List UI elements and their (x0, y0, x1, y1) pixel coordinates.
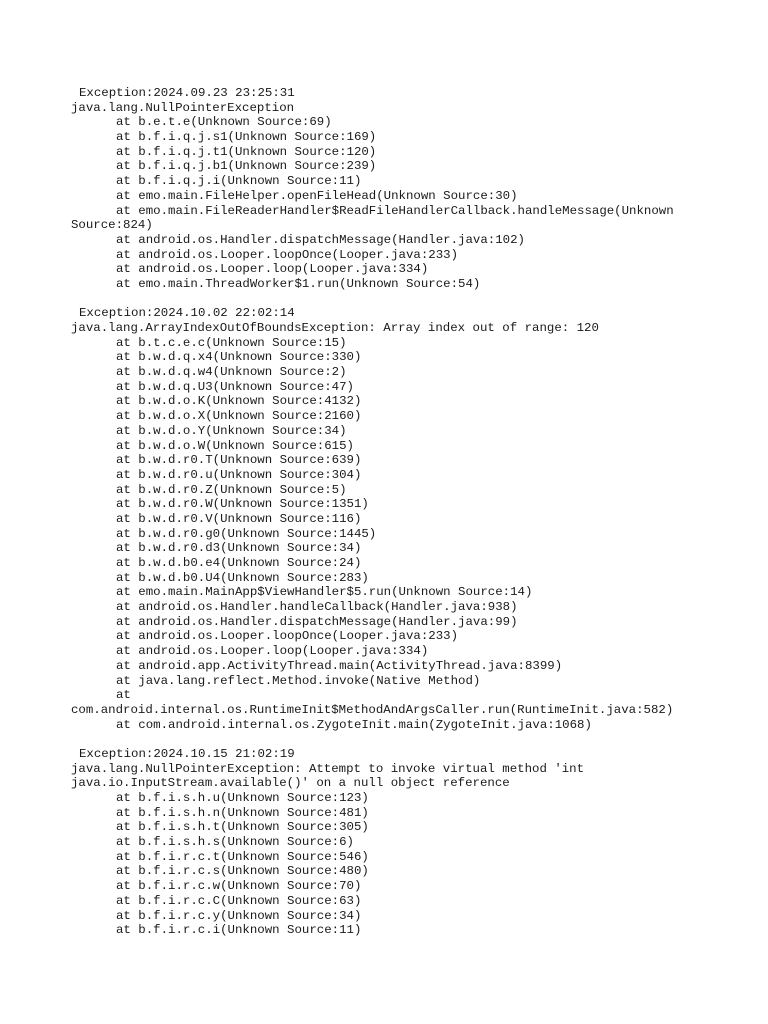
exception-message-line: Source:824) (71, 218, 153, 233)
exception-timestamp: Exception:2024.10.02 22:02:14 (79, 306, 295, 321)
stack-frame-line: at java.lang.reflect.Method.invoke(Native Method) (116, 673, 481, 688)
stack-frame-line: at b.w.d.r0.u(Unknown Source:304) (116, 467, 362, 482)
stack-frame-line: at b.w.d.q.w4(Unknown Source:2) (116, 365, 347, 380)
exception-message-line: java.lang.NullPointerException: Attempt to invoke virtual method 'int (71, 761, 585, 776)
stack-frame-line: at b.f.i.s.h.u(Unknown Source:123) (116, 791, 369, 805)
stack-frame-line: at android.os.Handler.dispatchMessage(Handler.java:99) (116, 614, 518, 629)
exception-message-line: java.lang.ArrayIndexOutOfBoundsException: Array index out of range: 120 (71, 321, 599, 335)
stack-frame-line: at b.w.d.b0.e4(Unknown Source:24) (116, 556, 362, 570)
stack-frame-line: at b.f.i.r.c.y(Unknown Source:34) (116, 908, 362, 923)
stack-frame-line: at android.os.Handler.dispatchMessage(Handler.java:102) (116, 232, 525, 247)
stack-frame-line: at b.f.i.s.h.s(Unknown Source:6) (116, 835, 354, 850)
stack-frame-line: at b.w.d.r0.V(Unknown Source:116) (116, 511, 362, 526)
exception-timestamp: Exception:2024.09.23 23:25:31 (79, 86, 295, 100)
stack-frame-line: at b.f.i.q.j.i(Unknown Source:11) (116, 174, 362, 189)
stack-frame-line: at android.os.Looper.loop(Looper.java:334) (116, 644, 429, 659)
exception-timestamp: Exception:2024.10.15 21:02:19 (79, 746, 295, 761)
stack-frame-line: at android.os.Looper.loopOnce(Looper.java:233) (116, 247, 459, 262)
stack-frame-line: at b.w.d.r0.T(Unknown Source:639) (116, 453, 362, 468)
stack-frame-line: at android.os.Handler.handleCallback(Handler.java:938) (116, 600, 518, 615)
exception-message-line: java.lang.NullPointerException (71, 100, 295, 115)
stack-frame-line: at emo.main.MainApp$ViewHandler$5.run(Unknown Source:14) (116, 585, 533, 600)
stack-frame-line: at b.w.d.o.K(Unknown Source:4132) (116, 394, 362, 409)
stack-frame-line: at (116, 688, 131, 703)
stack-frame-line: at b.f.i.r.c.w(Unknown Source:70) (116, 879, 362, 894)
stack-frame-line: at b.f.i.r.c.s(Unknown Source:480) (116, 864, 369, 879)
stack-frame-line: at b.f.i.q.j.s1(Unknown Source:169) (116, 130, 377, 145)
stack-frame-line: at b.t.c.e.c(Unknown Source:15) (116, 335, 347, 350)
stack-frame-line: at b.f.i.s.h.n(Unknown Source:481) (116, 805, 369, 820)
stack-frame-line: at b.w.d.r0.g0(Unknown Source:1445) (116, 526, 377, 541)
stack-frame-line: at b.w.d.q.x4(Unknown Source:330) (116, 350, 362, 365)
stack-frame-line: at android.os.Looper.loop(Looper.java:334) (116, 262, 429, 277)
exception-block (71, 306, 761, 732)
stack-frame-line: at emo.main.FileReaderHandler$ReadFileHandlerCallback.handleMessage(Unknown (116, 203, 674, 218)
stack-frame-line: at b.w.d.b0.U4(Unknown Source:283) (116, 570, 369, 585)
exception-message-line: com.android.internal.os.RuntimeInit$MethodAndArgsCaller.run(RuntimeInit.java:582) (71, 702, 674, 717)
stack-frame-line: at b.w.d.r0.Z(Unknown Source:5) (116, 482, 347, 497)
exception-block (71, 747, 761, 938)
stack-frame-line: at android.app.ActivityThread.main(ActivityThread.java:8399) (116, 658, 563, 673)
exception-log (71, 86, 761, 953)
stack-frame-line: at b.f.i.s.h.t(Unknown Source:305) (116, 820, 369, 835)
stack-frame-line: at b.w.d.o.W(Unknown Source:615) (116, 438, 354, 453)
stack-frame-line: at b.w.d.o.Y(Unknown Source:34) (116, 423, 347, 438)
stack-frame-line: at emo.main.ThreadWorker$1.run(Unknown Source:54) (116, 276, 481, 291)
stack-frame-line: at b.w.d.r0.d3(Unknown Source:34) (116, 541, 362, 556)
stack-frame-line: at b.w.d.o.X(Unknown Source:2160) (116, 409, 362, 424)
stack-frame-line: at b.w.d.q.U3(Unknown Source:47) (116, 379, 354, 394)
stack-frame-line: at b.f.i.q.j.b1(Unknown Source:239) (116, 159, 377, 174)
exception-block (71, 86, 761, 292)
stack-frame-line: at android.os.Looper.loopOnce(Looper.java:233) (116, 629, 459, 644)
stack-frame-line: at b.f.i.r.c.t(Unknown Source:546) (116, 849, 369, 864)
stack-frame-line: at emo.main.FileHelper.openFileHead(Unknown Source:30) (116, 188, 518, 203)
stack-frame-line: at com.android.internal.os.ZygoteInit.main(ZygoteInit.java:1068) (116, 717, 592, 732)
stack-frame-line: at b.f.i.r.c.i(Unknown Source:11) (116, 923, 362, 938)
stack-frame-line: at b.e.t.e(Unknown Source:69) (116, 115, 332, 130)
stack-frame-line: at b.w.d.r0.W(Unknown Source:1351) (116, 497, 369, 512)
exception-message-line: java.io.InputStream.available()' on a null object reference (71, 776, 510, 791)
stack-frame-line: at b.f.i.r.c.C(Unknown Source:63) (116, 893, 362, 908)
stack-frame-line: at b.f.i.q.j.t1(Unknown Source:120) (116, 144, 377, 159)
